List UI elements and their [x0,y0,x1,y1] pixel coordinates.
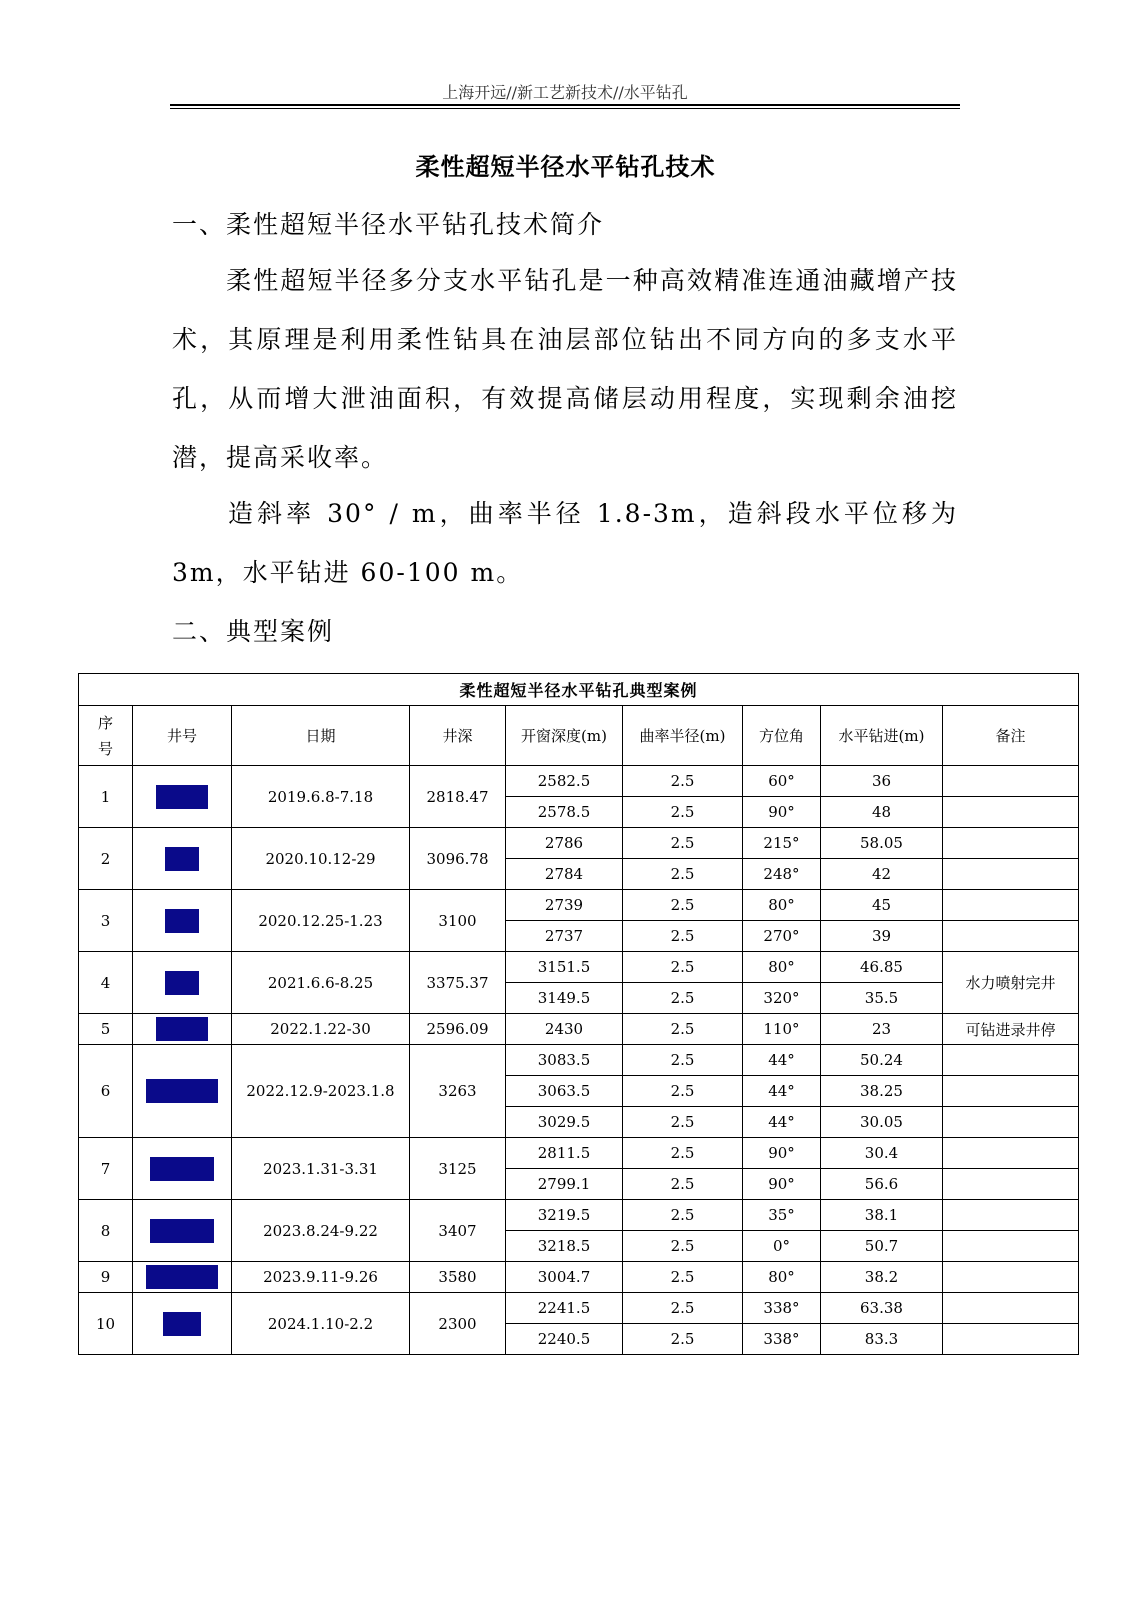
cell-azimuth: 270° [743,921,821,952]
case-table [78,673,1079,1355]
cell-drill: 46.85 [821,952,943,983]
cell-seq: 7 [79,1138,133,1200]
cell-seq: 3 [79,890,133,952]
cell-window: 3029.5 [506,1107,623,1138]
cell-seq: 6 [79,1045,133,1138]
cell-well [133,1014,232,1045]
cell-drill: 58.05 [821,828,943,859]
table-row [79,1293,1079,1324]
cell-well [133,952,232,1014]
cell-drill: 38.25 [821,1076,943,1107]
col-header-note: 备注 [943,706,1079,766]
redacted-well-id [165,847,199,871]
intro-paragraph-text: 柔性超短半径多分支水平钻孔是一种高效精准连通油藏增产技术，其原理是利用柔性钻具在油层部位钻出不同方向的多支水平孔，从而增大泄油面积，有效提高储层动用程度，实现剩余油挖潜，提高采收率。 [172,266,958,472]
cell-well [133,1138,232,1200]
cell-note [943,766,1079,797]
table-row [79,1138,1079,1169]
cell-azimuth: 90° [743,1169,821,1200]
cell-seq: 8 [79,1200,133,1262]
cell-seq: 2 [79,828,133,890]
col-header-seq-text: 序号 [97,713,113,758]
cell-depth: 3580 [410,1262,506,1293]
cell-window: 3083.5 [506,1045,623,1076]
cell-drill: 56.6 [821,1169,943,1200]
cell-window: 3151.5 [506,952,623,983]
cell-radius: 2.5 [623,1324,743,1355]
redacted-well-id [165,909,199,933]
cell-depth: 3407 [410,1200,506,1262]
page-title: 柔性超短半径水平钻孔技术 [415,152,716,181]
cell-window: 2739 [506,890,623,921]
cell-date: 2022.1.22-30 [232,1014,410,1045]
redacted-well-id [163,1312,201,1336]
cell-radius: 2.5 [623,1045,743,1076]
section-heading-cases: 二、典型案例 [172,617,335,646]
cell-note [943,1138,1079,1169]
cell-note [943,1076,1079,1107]
cell-seq: 9 [79,1262,133,1293]
cell-note [943,1169,1079,1200]
cell-radius: 2.5 [623,1107,743,1138]
cell-drill: 36 [821,766,943,797]
cell-drill: 39 [821,921,943,952]
cell-radius: 2.5 [623,952,743,983]
cell-window: 2578.5 [506,797,623,828]
cell-window: 2784 [506,859,623,890]
cell-radius: 2.5 [623,1262,743,1293]
cell-date: 2020.10.12-29 [232,828,410,890]
cell-azimuth: 60° [743,766,821,797]
cell-window: 3149.5 [506,983,623,1014]
cell-note [943,1107,1079,1138]
page-header: 上海开远//新工艺新技术//水平钻孔 [442,83,688,102]
col-header-well: 井号 [133,706,232,766]
cell-window: 3063.5 [506,1076,623,1107]
cell-azimuth: 338° [743,1324,821,1355]
cell-drill: 30.4 [821,1138,943,1169]
cell-window: 3218.5 [506,1231,623,1262]
col-header-radius: 曲率半径(m) [623,706,743,766]
cell-azimuth: 90° [743,1138,821,1169]
cell-window: 2241.5 [506,1293,623,1324]
header-rule [170,104,960,109]
cell-depth: 3100 [410,890,506,952]
cell-radius: 2.5 [623,1169,743,1200]
cell-radius: 2.5 [623,766,743,797]
cell-window: 2240.5 [506,1324,623,1355]
cell-azimuth: 338° [743,1293,821,1324]
table-row [79,766,1079,797]
cell-azimuth: 35° [743,1200,821,1231]
cell-depth: 2596.09 [410,1014,506,1045]
cell-radius: 2.5 [623,1293,743,1324]
cell-drill: 63.38 [821,1293,943,1324]
redacted-well-id [146,1265,218,1289]
cell-window: 2811.5 [506,1138,623,1169]
col-header-seq [79,706,133,766]
cell-seq: 5 [79,1014,133,1045]
cell-azimuth: 80° [743,952,821,983]
cell-azimuth: 80° [743,1262,821,1293]
redacted-well-id [150,1219,214,1243]
cell-drill: 50.7 [821,1231,943,1262]
cell-azimuth: 44° [743,1045,821,1076]
cell-radius: 2.5 [623,1200,743,1231]
table-row [79,1262,1079,1293]
table-row [79,828,1079,859]
cell-radius: 2.5 [623,1231,743,1262]
cell-depth: 2818.47 [410,766,506,828]
cell-drill: 42 [821,859,943,890]
cell-depth: 3263 [410,1045,506,1138]
cell-date: 2023.1.31-3.31 [232,1138,410,1200]
redacted-well-id [150,1157,214,1181]
cell-depth: 3125 [410,1138,506,1200]
cell-window: 3219.5 [506,1200,623,1231]
section-heading-intro: 一、柔性超短半径水平钻孔技术简介 [172,210,605,239]
cell-drill: 23 [821,1014,943,1045]
cell-note [943,797,1079,828]
table-row [79,1200,1079,1231]
cell-azimuth: 90° [743,797,821,828]
cell-date: 2024.1.10-2.2 [232,1293,410,1355]
intro-paragraph [172,251,958,487]
cell-radius: 2.5 [623,983,743,1014]
cell-date: 2023.9.11-9.26 [232,1262,410,1293]
cell-radius: 2.5 [623,921,743,952]
cell-well [133,766,232,828]
col-header-depth: 井深 [410,706,506,766]
cell-date: 2021.6.6-8.25 [232,952,410,1014]
cell-depth: 3096.78 [410,828,506,890]
table-row [79,1014,1079,1045]
cell-note [943,1324,1079,1355]
cell-well [133,890,232,952]
cell-window: 2582.5 [506,766,623,797]
redacted-well-id [156,1017,208,1041]
cell-drill: 83.3 [821,1324,943,1355]
cell-well [133,1045,232,1138]
cell-radius: 2.5 [623,1014,743,1045]
cell-note [943,1262,1079,1293]
cell-seq: 1 [79,766,133,828]
cell-window: 3004.7 [506,1262,623,1293]
cell-window: 2737 [506,921,623,952]
cell-radius: 2.5 [623,828,743,859]
cell-note [943,1045,1079,1076]
spec-paragraph [172,484,958,602]
cell-note: 可钻进录井停 [943,1014,1079,1045]
cell-drill: 48 [821,797,943,828]
cell-azimuth: 320° [743,983,821,1014]
cell-azimuth: 44° [743,1076,821,1107]
col-header-date: 日期 [232,706,410,766]
cell-note: 水力喷射完井 [943,952,1079,1014]
cell-date: 2020.12.25-1.23 [232,890,410,952]
cell-well [133,1293,232,1355]
cell-seq: 4 [79,952,133,1014]
cell-drill: 38.1 [821,1200,943,1231]
cell-azimuth: 248° [743,859,821,890]
table-caption: 柔性超短半径水平钻孔典型案例 [79,674,1079,706]
cell-date: 2022.12.9-2023.1.8 [232,1045,410,1138]
cell-depth: 2300 [410,1293,506,1355]
cell-drill: 30.05 [821,1107,943,1138]
table-row [79,1045,1079,1076]
cell-window: 2786 [506,828,623,859]
cell-drill: 45 [821,890,943,921]
cell-drill: 50.24 [821,1045,943,1076]
cell-date: 2023.8.24-9.22 [232,1200,410,1262]
redacted-well-id [156,785,208,809]
cell-well [133,1200,232,1262]
col-header-window: 开窗深度(m) [506,706,623,766]
cell-note [943,1200,1079,1231]
cell-note [943,921,1079,952]
cell-note [943,859,1079,890]
cell-azimuth: 44° [743,1107,821,1138]
cell-well [133,1262,232,1293]
cell-azimuth: 215° [743,828,821,859]
redacted-well-id [146,1079,218,1103]
cell-note [943,1231,1079,1262]
table-header-row [79,706,1079,766]
col-header-drill: 水平钻进(m) [821,706,943,766]
cell-azimuth: 110° [743,1014,821,1045]
cell-window: 2430 [506,1014,623,1045]
cell-date: 2019.6.8-7.18 [232,766,410,828]
cell-radius: 2.5 [623,859,743,890]
cell-radius: 2.5 [623,1138,743,1169]
cell-azimuth: 0° [743,1231,821,1262]
cell-note [943,828,1079,859]
cell-note [943,890,1079,921]
cell-radius: 2.5 [623,1076,743,1107]
cell-azimuth: 80° [743,890,821,921]
redacted-well-id [165,971,199,995]
cell-drill: 35.5 [821,983,943,1014]
cell-radius: 2.5 [623,797,743,828]
cell-depth: 3375.37 [410,952,506,1014]
cell-seq: 10 [79,1293,133,1355]
table-row [79,890,1079,921]
cell-well [133,828,232,890]
cell-radius: 2.5 [623,890,743,921]
cell-note [943,1293,1079,1324]
cell-window: 2799.1 [506,1169,623,1200]
spec-paragraph-text: 造斜率 30° / m，曲率半径 1.8-3m，造斜段水平位移为 3m，水平钻进 60-100 m。 [172,499,958,587]
cell-drill: 38.2 [821,1262,943,1293]
col-header-azimuth: 方位角 [743,706,821,766]
table-row [79,952,1079,983]
